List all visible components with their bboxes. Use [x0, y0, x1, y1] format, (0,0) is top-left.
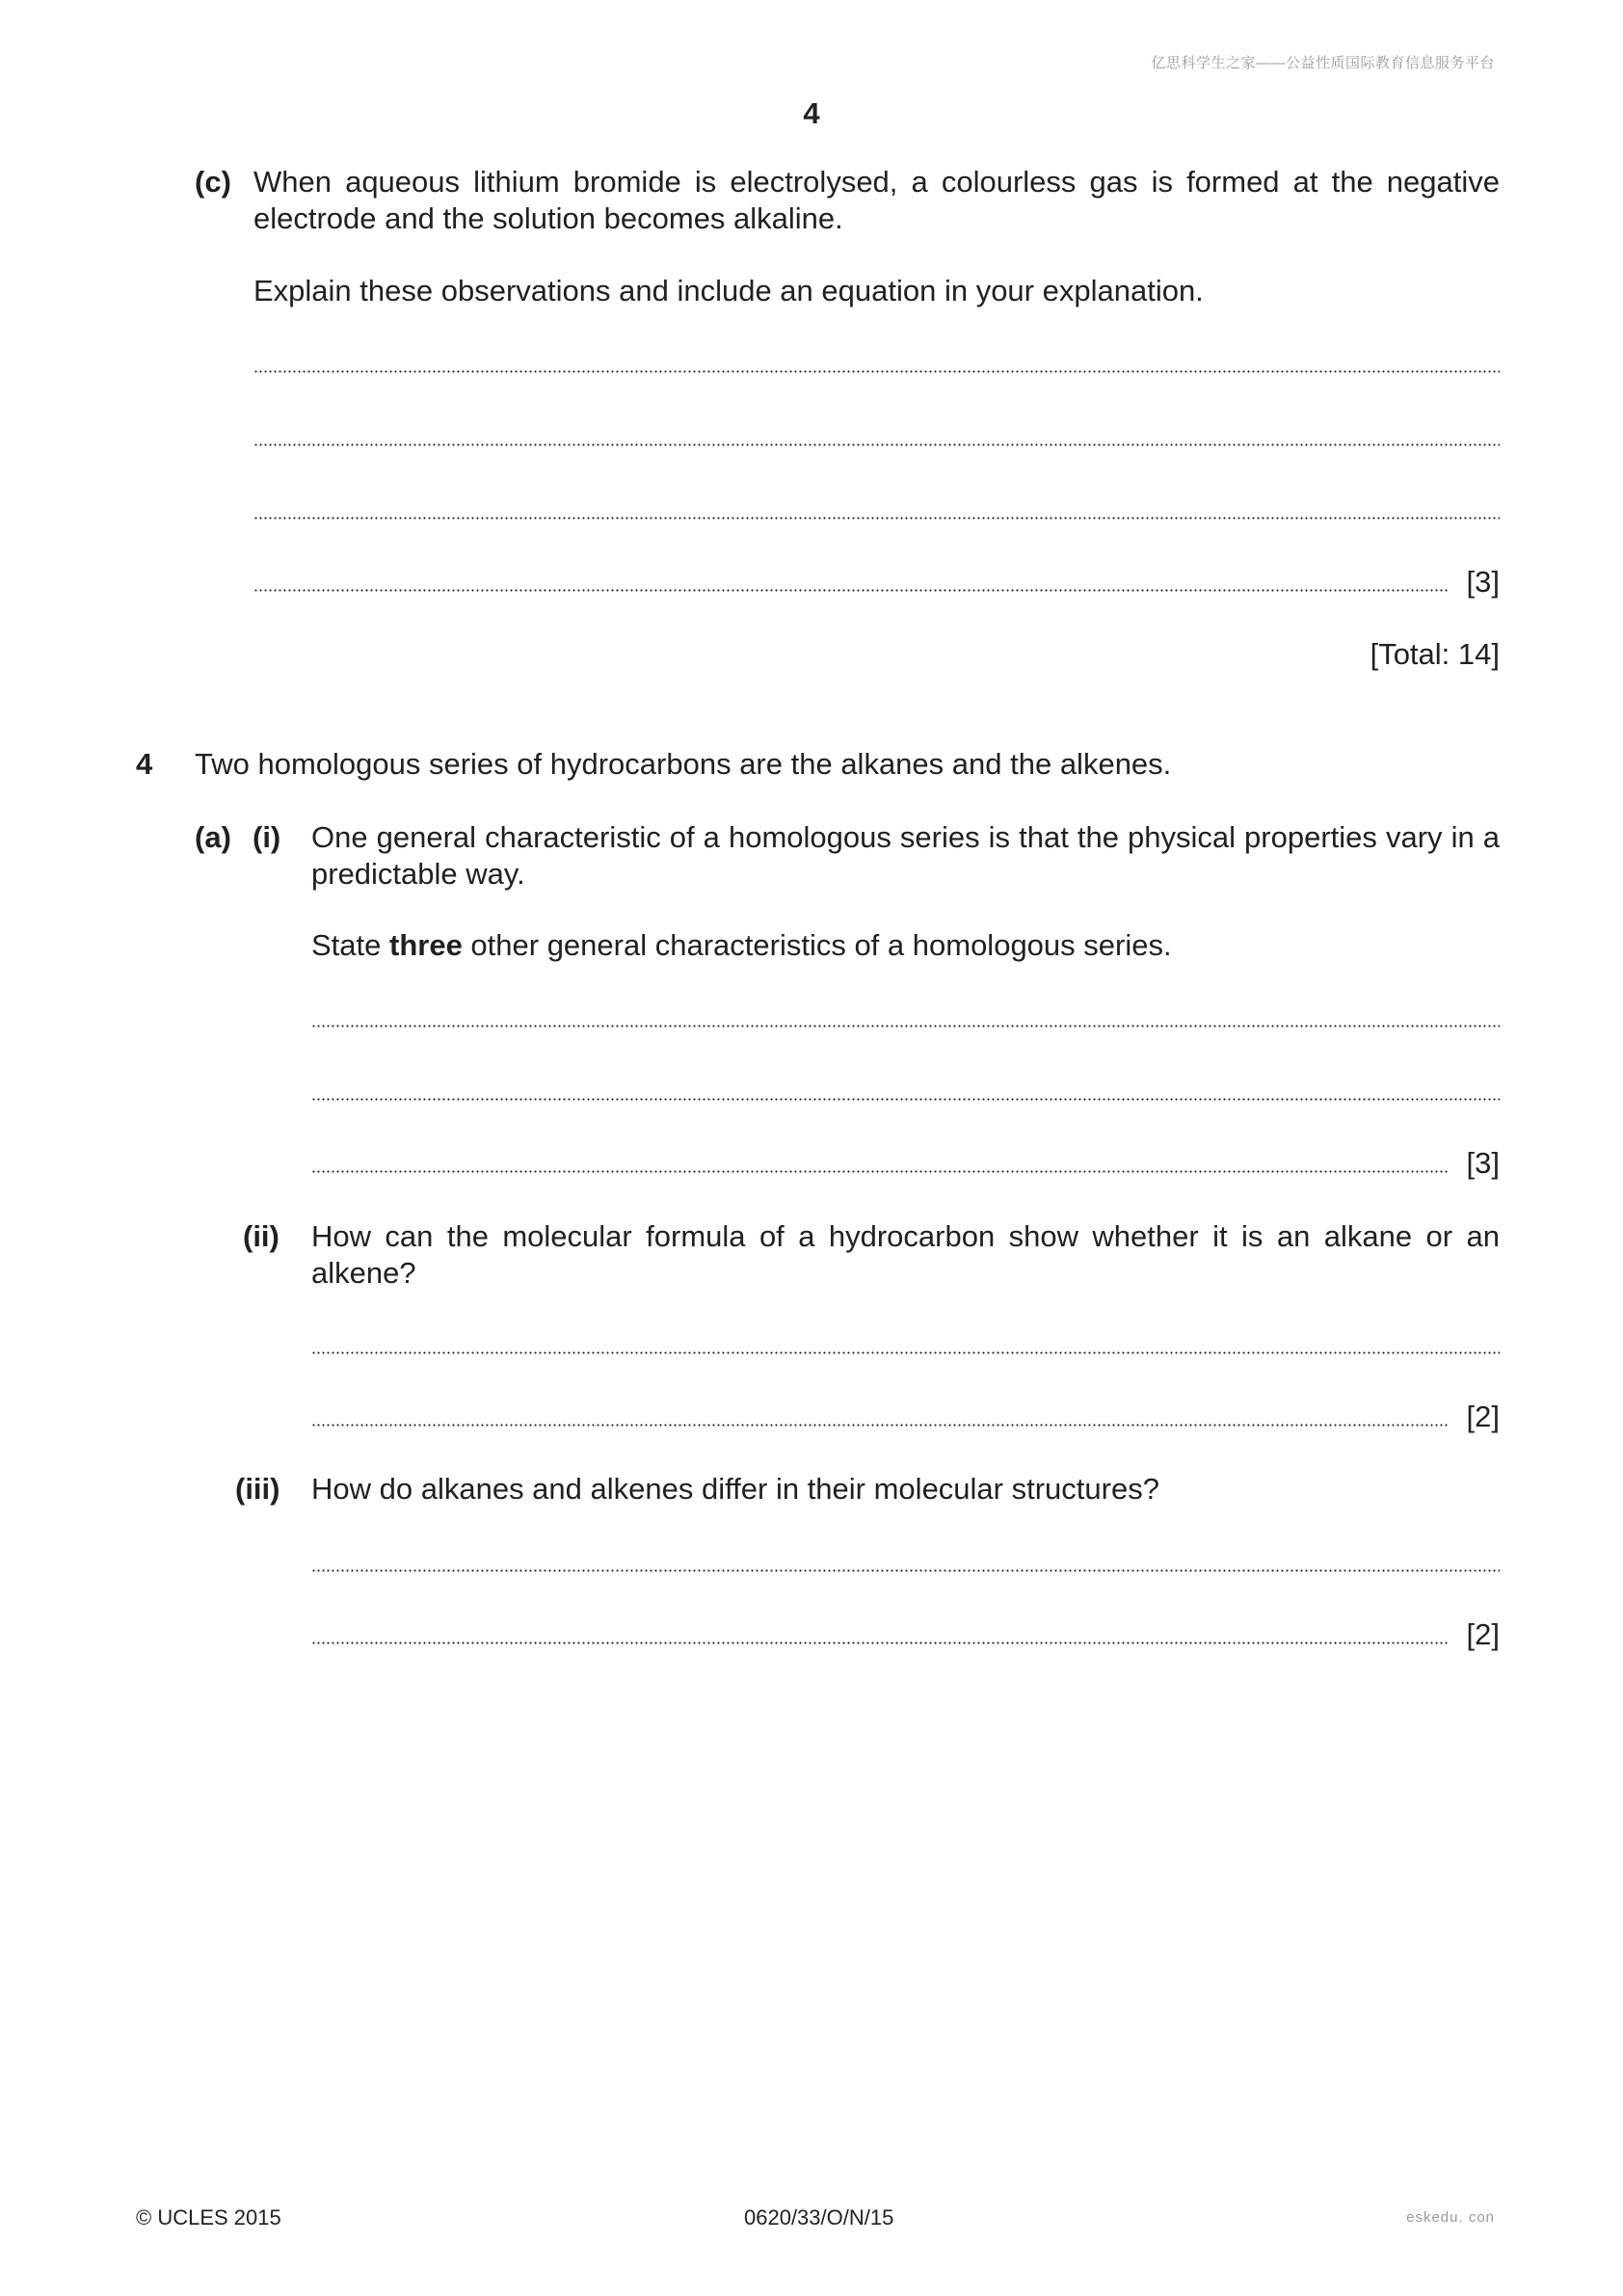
question-4-stem: Two homologous series of hydrocarbons are the alkanes and the alkenes.: [195, 747, 1172, 781]
answer-line-c-4[interactable]: [253, 564, 1500, 601]
footer-site: eskedu. con: [1406, 2209, 1495, 2226]
sub-i-instruction: State three other general characteristics of a homologous series.: [311, 928, 1172, 962]
part-c-marks: [3]: [1466, 565, 1500, 599]
sub-i-text: One general characteristic of a homologous series is that the physical properties vary in a predictable way.: [311, 820, 1500, 891]
sub-ii-label: (ii): [243, 1219, 279, 1253]
total-marks: [Total: 14]: [1370, 637, 1500, 671]
part-c-label: (c): [195, 165, 231, 199]
part-a-label: (a): [195, 820, 231, 854]
sub-i-marks: [3]: [1466, 1146, 1500, 1180]
sub-iii-marks: [2]: [1466, 1617, 1500, 1651]
sub-iii-text: How do alkanes and alkenes differ in their molecular structures?: [311, 1472, 1159, 1506]
answer-line-a-i-1[interactable]: [311, 1000, 1500, 1036]
answer-line-a-ii-2[interactable]: [311, 1399, 1500, 1435]
answer-line-a-i-3[interactable]: [311, 1145, 1500, 1182]
footer-paper-code: 0620/33/O/N/15: [744, 2205, 894, 2229]
part-c-question: When aqueous lithium bromide is electrolysed, a colourless gas is formed at the negative electrode and the solution becomes alkaline.: [253, 165, 1500, 235]
answer-line-a-iii-2[interactable]: [311, 1616, 1500, 1653]
answer-line-a-ii-1[interactable]: [311, 1326, 1500, 1363]
sub-ii-marks: [2]: [1466, 1400, 1500, 1433]
answer-line-c-2[interactable]: [253, 418, 1500, 455]
watermark-text: 亿思科学生之家——公益性质国际教育信息服务平台: [1151, 55, 1495, 71]
answer-line-c-3[interactable]: [253, 492, 1500, 528]
sub-ii-text: How can the molecular formula of a hydrocarbon show whether it is an alkane or an alkene?: [311, 1219, 1500, 1290]
answer-line-a-iii-1[interactable]: [311, 1544, 1500, 1581]
answer-line-c-1[interactable]: [253, 345, 1500, 382]
footer-copyright: © UCLES 2015: [136, 2205, 281, 2229]
sub-iii-label: (iii): [235, 1472, 280, 1506]
page-number: 4: [803, 96, 820, 130]
question-4-number: 4: [136, 747, 153, 781]
sub-i-label: (i): [253, 820, 281, 854]
answer-line-a-i-2[interactable]: [311, 1073, 1500, 1109]
part-c-instruction: Explain these observations and include an equation in your explanation.: [253, 274, 1204, 307]
